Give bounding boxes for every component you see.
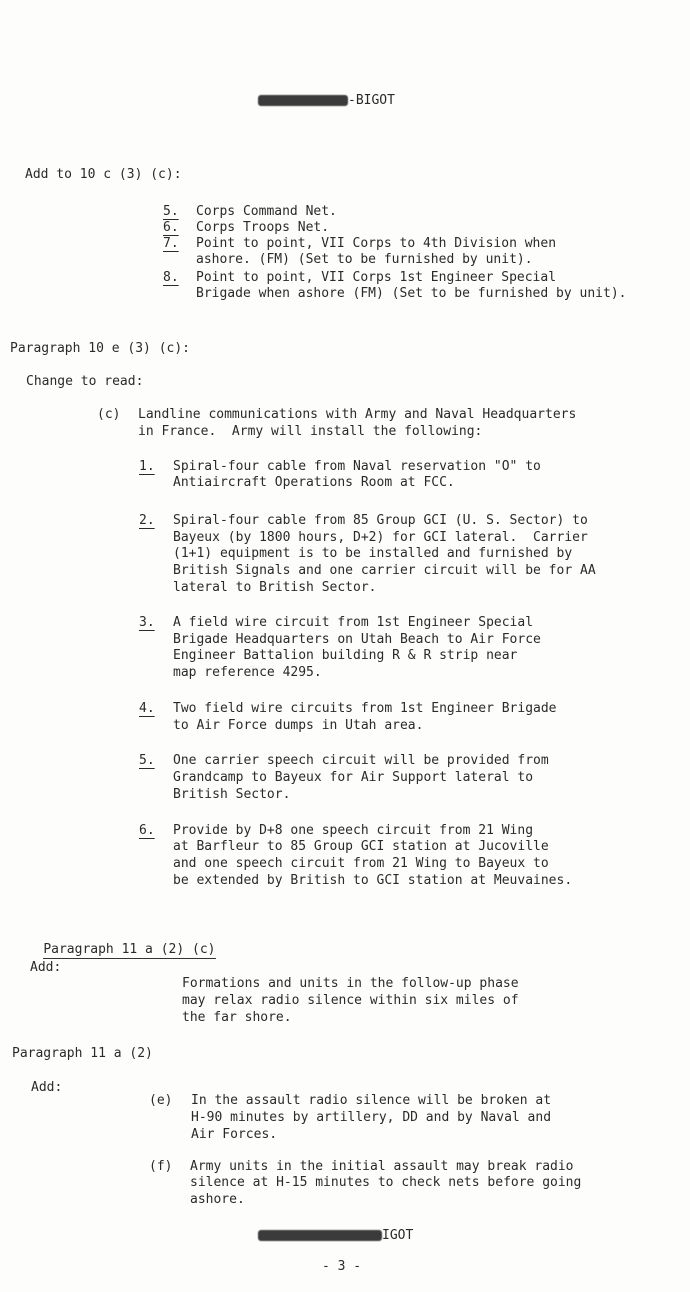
classification-footer (258, 1228, 413, 1243)
section-heading: Add to 10 c (3) (c): (25, 167, 182, 182)
item-text: Corps Command Net. (196, 204, 337, 219)
item-text: Landline communications with Army and Naval Headquarters (138, 407, 577, 422)
item-text: British Signals and one carrier circuit will be for AA (173, 563, 596, 578)
section-heading-text: Paragraph 11 a (2) (c) (43, 942, 216, 957)
item-label: (f) (149, 1159, 173, 1174)
redaction-mark (258, 1230, 382, 1241)
item-text: map reference 4295. (173, 665, 322, 680)
item-text: may relax radio silence within six miles of (182, 993, 519, 1008)
item-text: Brigade when ashore (FM) (Set to be furnished by unit). (196, 286, 627, 301)
item-text: in France. Army will install the following: (138, 424, 483, 439)
item-text: In the assault radio silence will be broken at (191, 1093, 552, 1108)
instruction-text: Add: (31, 1080, 63, 1095)
item-text: Grandcamp to Bayeux for Air Support lateral to (173, 770, 534, 785)
item-text: the far shore. (182, 1010, 292, 1025)
item-text: Two field wire circuits from 1st Engineer Brigade (173, 701, 557, 716)
item-text: at Barfleur to 85 Group GCI station at Jucoville (173, 839, 549, 854)
item-text: One carrier speech circuit will be provided from (173, 753, 549, 768)
item-text: British Sector. (173, 787, 291, 802)
section-heading: Paragraph 11 a (2) (12, 1046, 153, 1061)
item-number: 6. (139, 823, 155, 838)
item-text: and one speech circuit from 21 Wing to Bayeux to (173, 856, 549, 871)
item-number: 2. (139, 513, 155, 528)
item-number: 7. (163, 236, 179, 251)
item-text: Provide by D+8 one speech circuit from 21 Wing (173, 823, 534, 838)
item-text: lateral to British Sector. (173, 580, 377, 595)
item-text: Engineer Battalion building R & R strip near (173, 648, 518, 663)
classification-text: -BIGOT (348, 93, 395, 108)
instruction-text: Add: (30, 960, 62, 975)
classification-header (258, 93, 395, 108)
item-text: Point to point, VII Corps 1st Engineer Special (196, 270, 557, 285)
item-text: Air Forces. (191, 1127, 278, 1142)
item-number: 8. (163, 270, 179, 285)
item-number: 4. (139, 701, 155, 716)
item-text: Bayeux (by 1800 hours, D+2) for GCI lateral. Carrier (173, 530, 588, 545)
item-number: 5. (163, 204, 179, 219)
item-number: 5. (139, 753, 155, 768)
item-text: ashore. (190, 1192, 245, 1207)
item-label: (c) (97, 407, 121, 422)
item-text: Point to point, VII Corps to 4th Division when (196, 236, 557, 251)
item-text: Corps Troops Net. (196, 220, 330, 235)
section-heading: Paragraph 10 e (3) (c): (10, 341, 191, 356)
item-text: Antiaircraft Operations Room at FCC. (173, 475, 455, 490)
item-text: Formations and units in the follow-up phase (182, 976, 519, 991)
page-number: - 3 - (322, 1259, 362, 1274)
instruction-text: Change to read: (26, 374, 144, 389)
item-text: Spiral-four cable from Naval reservation "O" to (173, 459, 541, 474)
item-text: Army units in the initial assault may break radio (190, 1159, 574, 1174)
item-text: (1+1) equipment is to be installed and furnished by (173, 546, 573, 561)
item-text: Spiral-four cable from 85 Group GCI (U. S. Sector) to (173, 513, 588, 528)
item-text: silence at H-15 minutes to check nets before going (190, 1175, 582, 1190)
item-number: 3. (139, 615, 155, 630)
redaction-mark (258, 95, 348, 106)
item-text: A field wire circuit from 1st Engineer Special (173, 615, 534, 630)
classification-text: IGOT (382, 1228, 414, 1243)
item-text: be extended by British to GCI station at Meuvaines. (173, 873, 573, 888)
item-text: ashore. (FM) (Set to be furnished by unit). (196, 252, 533, 267)
item-number: 6. (163, 220, 179, 235)
item-text: H-90 minutes by artillery, DD and by Naval and (191, 1110, 552, 1125)
item-label: (e) (149, 1093, 173, 1108)
item-text: to Air Force dumps in Utah area. (173, 718, 424, 733)
item-text: Brigade Headquarters on Utah Beach to Air Force (173, 632, 541, 647)
item-number: 1. (139, 459, 155, 474)
